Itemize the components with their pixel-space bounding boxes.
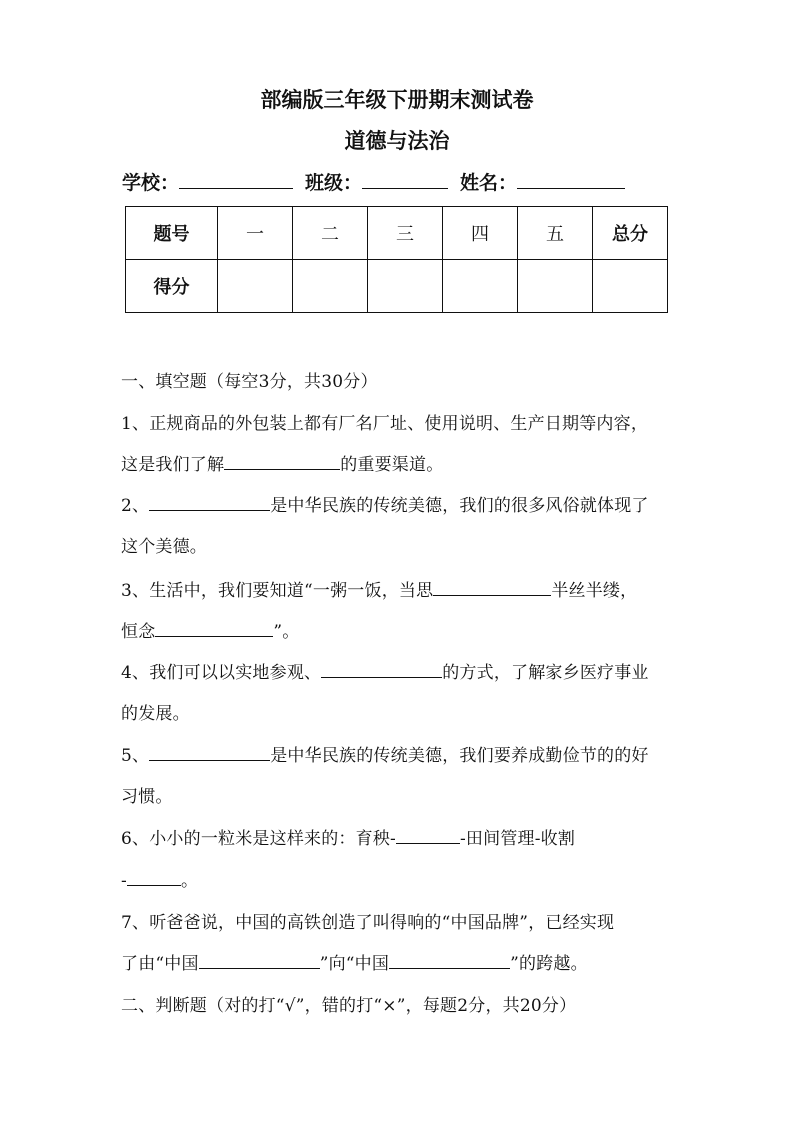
q1-text-b: 这是我们了解 (121, 455, 225, 475)
class-blank[interactable] (362, 170, 448, 189)
school-blank[interactable] (179, 170, 293, 189)
q4-text-b: 的方式，了解家乡医疗事业 (442, 663, 649, 683)
q7-text-c: ”向“中国 (319, 954, 390, 974)
header-cell-3: 三 (368, 207, 443, 260)
section-2-heading: 二、判断题（对的打“√”，错的打“×”，每题2分，共20分） (121, 996, 577, 1016)
question-1-line-2 (121, 450, 681, 475)
question-4-line-2: 的发展。 (121, 704, 190, 724)
class-label: 班级： (305, 172, 363, 194)
score-cell-4[interactable] (443, 260, 518, 313)
score-cell-1[interactable] (218, 260, 293, 313)
score-table-header-row (126, 207, 668, 260)
score-cell-3[interactable] (368, 260, 443, 313)
q4-text-a: 4、我们可以以实地参观、 (121, 663, 322, 683)
q2-blank[interactable] (149, 494, 270, 511)
question-5-line-2: 习惯。 (121, 787, 173, 807)
q3-blank-2[interactable] (155, 620, 273, 637)
student-info-line (122, 168, 682, 195)
question-3-line-1 (121, 576, 681, 601)
question-6-line-1 (121, 824, 681, 849)
q5-text-b: 是中华民族的传统美德，我们要养成勤俭节的的好 (270, 746, 649, 766)
q6-text-b: -田间管理-收割 (459, 829, 576, 849)
question-4-line-1 (121, 658, 681, 683)
school-label: 学校： (122, 172, 180, 194)
q3-blank-1[interactable] (433, 579, 551, 596)
q6-blank-2[interactable] (127, 869, 181, 886)
q6-text-d: 。 (180, 871, 199, 891)
exam-subject: 道德与法治 (344, 128, 450, 153)
q3-text-a: 3、生活中，我们要知道“一粥一饭，当思 (121, 581, 434, 601)
q7-text-d: ”的跨越。 (510, 954, 588, 974)
header-cell-2: 二 (293, 207, 368, 260)
score-cell-total[interactable] (593, 260, 668, 313)
q6-text-c: - (121, 871, 127, 891)
q3-text-d: ”。 (273, 622, 300, 642)
q7-text-b: 了由“中国 (121, 954, 199, 974)
q1-text-c: 的重要渠道。 (340, 455, 444, 475)
q6-blank-1[interactable] (396, 827, 460, 844)
name-blank[interactable] (517, 170, 625, 189)
q2-text-a: 2、 (121, 496, 150, 516)
question-7-line-1: 7、听爸爸说，中国的高铁创造了叫得响的“中国品牌”，已经实现 (121, 913, 615, 933)
q5-blank[interactable] (149, 744, 270, 761)
header-cell-4: 四 (443, 207, 518, 260)
q7-blank-1[interactable] (199, 952, 320, 969)
name-label: 姓名： (460, 172, 518, 194)
score-row-label: 得分 (126, 260, 218, 313)
exam-title: 部编版三年级下册期末测试卷 (260, 87, 534, 112)
score-table-score-row (126, 260, 668, 313)
question-1-line-1: 1、正规商品的外包装上都有厂名厂址、使用说明、生产日期等内容， (121, 414, 649, 434)
q6-text-a: 6、小小的一粒米是这样来的：育秧- (121, 829, 396, 849)
q3-text-b: 半丝半缕， (551, 581, 638, 601)
question-7-line-2 (121, 949, 681, 974)
score-cell-5[interactable] (518, 260, 593, 313)
q3-text-c: 恒念 (121, 622, 156, 642)
q2-text-b: 是中华民族的传统美德，我们的很多风俗就体现了 (270, 496, 649, 516)
score-cell-2[interactable] (293, 260, 368, 313)
q5-text-a: 5、 (121, 746, 150, 766)
q1-blank[interactable] (224, 453, 340, 470)
header-cell-1: 一 (218, 207, 293, 260)
q4-blank[interactable] (321, 661, 442, 678)
question-2-line-2: 这个美德。 (121, 537, 207, 557)
question-6-line-2 (121, 866, 681, 891)
question-3-line-2 (121, 617, 681, 642)
score-table (125, 206, 668, 313)
header-cell-question-number: 题号 (126, 207, 218, 260)
section-1-heading: 一、填空题（每空3分，共30分） (121, 372, 378, 392)
question-2-line-1 (121, 491, 681, 516)
question-5-line-1 (121, 741, 681, 766)
q7-blank-2[interactable] (389, 952, 510, 969)
header-cell-5: 五 (518, 207, 593, 260)
header-cell-total: 总分 (593, 207, 668, 260)
